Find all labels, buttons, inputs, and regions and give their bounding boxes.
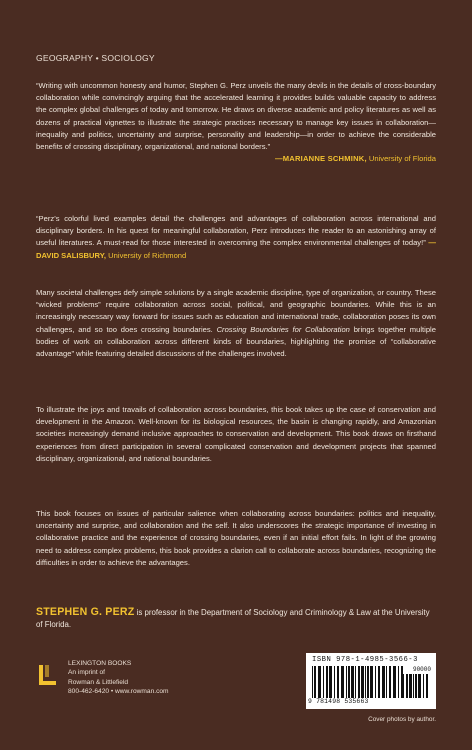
author-bio: [36, 606, 436, 632]
barcode-digits: 9 781498 535663: [308, 698, 369, 705]
description-paragraph-1: [36, 287, 436, 360]
description-paragraph-2: [36, 404, 436, 465]
price-code: 90000: [412, 666, 431, 673]
publisher-text: [68, 659, 169, 697]
review-2-text: “Perz’s colorful lived examples detail the challenges and advantages of collaboration across international and disciplinary borders. In his quest for meaningful collaboration, Perz introduces the reader to an astonishing array of useful literatures. A must-read for those interested in overcoming the complex environmental challenges of today!”: [36, 214, 436, 248]
review-2-affiliation: University of Richmond: [108, 250, 187, 260]
description-1-text: Many societal challenges defy simple solutions by a single academic discipline, type of organization, or country. These “wicked problems” require collaboration across social, political, and geographic boundaries. While this is an increasingly necessary way forward for issues such as education and international trade, collaboration poses its own challenges, and so too does crossing boundaries.: [36, 288, 436, 334]
author-name: STEPHEN G. PERZ: [36, 606, 135, 618]
review-1: [36, 80, 436, 165]
book-title: Crossing Boundaries for Collaboration: [216, 324, 350, 334]
barcode-bars-icon: [312, 666, 404, 698]
review-2-name: —DAVID SALISBURY,: [36, 238, 436, 260]
price-barcode-icon: [403, 674, 431, 698]
review-1-affiliation: University of Florida: [368, 154, 436, 164]
description-2: To illustrate the joys and travails of collaboration across boundaries, this book takes up the case of conservation and development in the Amazon. Well-known for its biological resources, the basin is changing rapidly, and Amazonian societies increasingly demand inclusive approaches to conservation and development. This book draws on firsthand experiences from direct participation in several complicated conservation and development projects that spanned disciplinary, organizational, and national boundaries.: [36, 405, 436, 463]
isbn-label: ISBN 978-1-4985-3566-3: [312, 656, 418, 664]
publisher-parent: Rowman & Littlefield: [68, 678, 129, 686]
cover-credit: Cover photos by author.: [368, 716, 436, 723]
review-1-attribution: [36, 153, 436, 165]
lexington-logo-icon: [36, 663, 62, 687]
description-3: This book focuses on issues of particular salience when collaborating across boundaries: politics and inequality, uncertainty and surprise, and collaboration and the self. It also underscores the strategic importance of investing in collaborative practice and the experience of crossing boundaries, even if an initial effort fails. In light of the growing need to address complex problems, this book provides a clarion call to collaborate across boundaries, recognizing the difficulties in order to achieve the advantages.: [36, 509, 436, 567]
review-2-paragraph: [36, 213, 436, 262]
publisher-contact: 800-462-6420 • www.rowman.com: [68, 688, 169, 696]
category-label: GEOGRAPHY • SOCIOLOGY: [36, 53, 155, 63]
author-bio-text: is professor in the Department of Sociology and Criminology & Law at the University of Florida.: [36, 608, 430, 630]
publisher-imprint: An imprint of: [68, 669, 106, 677]
description-1-text-2: brings together multiple bodies of work on collaboration across different kinds of boundaries, highlighting the promise of “collaborative advantage” while featuring detailed discussions of the challenges involved.: [36, 324, 436, 359]
barcode: [306, 653, 436, 709]
publisher-name: LEXINGTON BOOKS: [68, 660, 132, 667]
review-1-name: —MARIANNE SCHMINK,: [274, 154, 367, 164]
description-paragraph-3: [36, 508, 436, 569]
review-2: [36, 213, 436, 262]
publisher-block: [36, 659, 236, 709]
review-1-text: “Writing with uncommon honesty and humor, Stephen G. Perz unveils the many devils in the details of cross-boundary collaboration while convincingly arguing that the accelerated learning it provides builds valuable capacity to address the complex global challenges of today and tomorrow. He draws on diverse academic and policy literatures as well as dozens of practical vignettes to illustrate the strategic practices necessary to manage key issues in collaboration—inequality and politics, uncertainty and surprise, personality and leadership—in order to achieve the considerable benefits of crossing disciplinary, organizational, and national borders.”: [36, 81, 436, 152]
description-1: [36, 287, 436, 360]
